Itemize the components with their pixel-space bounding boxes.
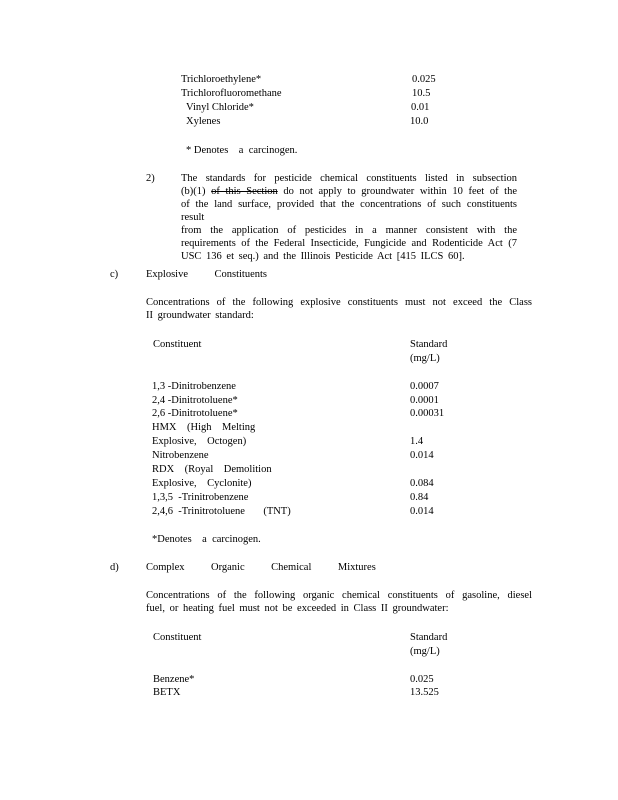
standard-value: 10.0	[410, 116, 429, 127]
paragraph-line: from the application of pesticides in a manner consistent with the	[181, 225, 517, 236]
constituent-name: 1,3,5 -Trinitrobenzene	[152, 492, 249, 503]
standard-value: 10.5	[412, 88, 431, 99]
paragraph-line: USC 136 et seq.) and the Illinois Pesticide Act [415 ILCS 60].	[181, 251, 465, 262]
constituent-name: Nitrobenzene	[152, 450, 209, 461]
standard-value: 13.525	[410, 687, 439, 698]
paragraph-line: The standards for pesticide chemical constituents listed in subsection	[181, 173, 517, 184]
column-header-standard: Standard	[410, 632, 448, 643]
constituent-name: 2,4,6 -Trinitrotoluene (TNT)	[152, 506, 291, 517]
constituent-name: 2,6 -Dinitrotoluene*	[152, 408, 238, 419]
item-2-paragraph	[181, 172, 517, 263]
standard-value: 1.4	[410, 436, 424, 447]
standard-value: 0.014	[410, 506, 434, 517]
constituent-name: 2,4 -Dinitrotoluene*	[152, 395, 238, 406]
constituent-name: Vinyl Chloride*	[186, 102, 254, 113]
standard-value: 0.084	[410, 478, 434, 489]
constituent-name: Trichloroethylene*	[181, 74, 262, 85]
section-label: c)	[110, 269, 119, 280]
standard-value: 0.01	[411, 102, 430, 113]
constituent-name: Benzene*	[153, 674, 195, 685]
standard-value: 0.0007	[410, 381, 439, 392]
constituent-name: RDX (Royal Demolition	[152, 464, 272, 475]
section-label: d)	[110, 562, 119, 573]
subsection-ref: (b)(1)	[181, 186, 206, 197]
item-label: 2)	[146, 173, 155, 184]
column-header-constituent: Constituent	[153, 339, 202, 350]
constituent-name: Explosive, Cyclonite)	[152, 478, 252, 489]
standard-value: 0.00031	[410, 408, 445, 419]
standard-value: 0.014	[410, 450, 434, 461]
paragraph-line: fuel, or heating fuel must not be exceeded in Class II groundwater:	[146, 603, 449, 614]
constituent-name: 1,3 -Dinitrobenzene	[152, 381, 236, 392]
section-d-intro	[146, 589, 532, 615]
footnote: *Denotes a carcinogen.	[152, 534, 261, 545]
column-header-unit: (mg/L)	[410, 353, 440, 364]
section-heading: Complex Organic Chemical Mixtures	[146, 562, 376, 573]
section-c-intro	[146, 296, 532, 322]
column-header-constituent: Constituent	[153, 632, 202, 643]
line-text: do not apply to groundwater within 10 feet of the	[277, 186, 518, 197]
constituent-name: BETX	[153, 687, 181, 698]
paragraph-line: Concentrations of the following explosive constituents must not exceed the Class	[146, 297, 532, 308]
standard-value: 0.0001	[410, 395, 439, 406]
column-header-standard: Standard	[410, 339, 448, 350]
constituent-name: Xylenes	[186, 116, 221, 127]
standard-value: 0.025	[410, 674, 434, 685]
footnote: * Denotes a carcinogen.	[186, 145, 298, 156]
paragraph-line: requirements of the Federal Insecticide, Fungicide and Rodenticide Act (7	[181, 238, 517, 249]
constituent-name: Trichlorofluoromethane	[181, 88, 282, 99]
paragraph-line: Concentrations of the following organic chemical constituents of gasoline, diesel	[146, 590, 532, 601]
standard-value: 0.84	[410, 492, 429, 503]
struck-text: of this Section	[211, 186, 278, 197]
paragraph-line	[181, 185, 517, 198]
section-heading: Explosive Constituents	[146, 269, 267, 280]
constituent-name: HMX (High Melting	[152, 422, 256, 433]
column-header-unit: (mg/L)	[410, 646, 440, 657]
paragraph-line: of the land surface, provided that the concentrations of such constituents result	[181, 199, 517, 223]
standard-value: 0.025	[412, 74, 436, 85]
constituent-name: Explosive, Octogen)	[152, 436, 247, 447]
paragraph-line: II groundwater standard:	[146, 310, 254, 321]
